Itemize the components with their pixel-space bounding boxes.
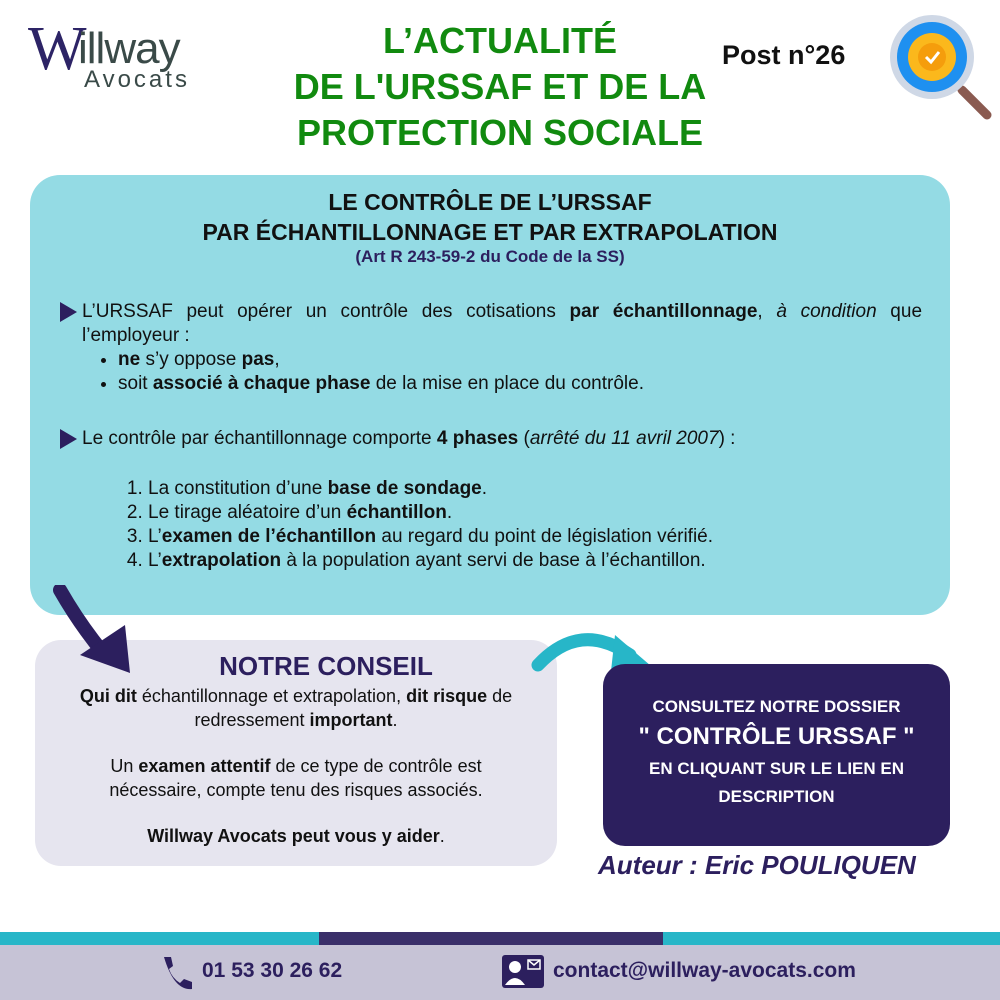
page-title [250, 18, 750, 156]
email-link[interactable]: contact@willway-avocats.com [553, 959, 856, 982]
contact-card-icon [502, 955, 544, 988]
phone-link[interactable]: 01 53 30 26 62 [202, 959, 343, 982]
post-number: Post n°26 [722, 40, 846, 70]
list-item: • ne s’y oppose pas, [118, 348, 922, 372]
logo-illway: illway [78, 24, 180, 73]
advice-text: Willway Avocats peut vous y aider. [147, 826, 445, 846]
triangle-bullet-icon [60, 302, 77, 322]
section-heading: LE CONTRÔLE DE L’URSSAF PAR ÉCHANTILLONNAGE ET PAR EXTRAPOLATION [202, 189, 778, 245]
author: Auteur : Eric POULIQUEN [598, 850, 916, 880]
footer-stripe [0, 932, 319, 945]
title-line: DE L'URSSAF ET DE LA [293, 66, 707, 107]
info-panel [30, 175, 950, 615]
magnifier-badge-icon [887, 12, 995, 122]
advice-text: Un examen attentif de ce type de contrôle est nécessaire, compte tenu des risques associés. [109, 756, 483, 800]
list-item: 2. Le tirage aléatoire d’un échantillon. [148, 501, 922, 525]
advice-title: NOTRE CONSEIL [219, 651, 433, 681]
paragraph-phases: Le contrôle par échantillonnage comporte 4 phases (arrêté du 11 avril 2007) : 1. La constitution d’une base de sondage. 2. Le tirage aléatoire d’un échantillon. 3. L’examen de l’échantillon au regard du point de législation vérifié. 4. L’extrapolation à la population ayant servi de base à l’échantillon. [82, 427, 922, 573]
list-item: • soit associé à chaque phase de la mise en place du contrôle. [118, 372, 922, 396]
dossier-link-button[interactable]: CONSULTEZ NOTRE DOSSIER " CONTRÔLE URSSAF " EN CLIQUANT SUR LE LIEN EN DESCRIPTION [603, 664, 950, 846]
phone-icon [160, 955, 194, 991]
footer-stripe [663, 932, 1000, 945]
arrow-down-icon [50, 585, 140, 680]
paragraph-conditions: L’URSSAF peut opérer un contrôle des cotisations par échantillonnage, à condition que l’employeur : • ne s’y oppose pas, • soit associé à chaque phase de la mise en place du contrôle. [82, 300, 922, 396]
list-item: 1. La constitution d’une base de sondage. [148, 477, 922, 501]
article-reference: (Art R 243-59-2 du Code de la SS) [355, 247, 625, 266]
list-item: 3. L’examen de l’échantillon au regard du point de législation vérifié. [148, 525, 922, 549]
logo-avocats: Avocats [84, 66, 190, 93]
footer [0, 945, 1000, 1000]
title-line: L’ACTUALITÉ [383, 20, 617, 61]
advice-text: Qui dit échantillonnage et extrapolation, dit risque de redressement important. [79, 686, 513, 730]
triangle-bullet-icon [60, 429, 77, 449]
title-line: PROTECTION SOCIALE [296, 112, 704, 153]
footer-stripe [319, 932, 663, 945]
list-item: 4. L’extrapolation à la population ayant servi de base à l’échantillon. [148, 549, 922, 573]
logo-w: W [28, 15, 83, 83]
willway-logo [28, 14, 218, 94]
